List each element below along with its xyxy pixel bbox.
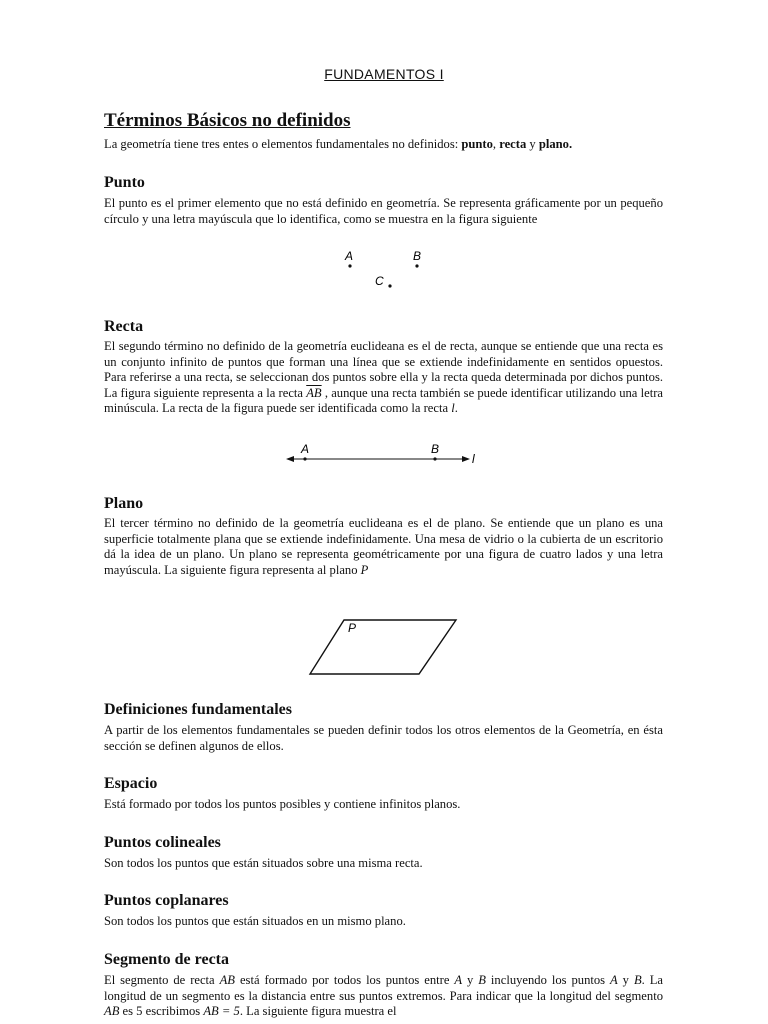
paragraph-colineales: Son todos los puntos que están situados sobre una misma recta. [104, 856, 423, 870]
heading-segmento: Segmento de recta [104, 951, 229, 968]
heading-terminos-basicos: Términos Básicos no definidos [104, 110, 351, 131]
paragraph-punto: El punto es el primer elemento que no está definido en geometría. Se representa gráficamente por un pequeño círculo y una letra mayúscula que lo identifica, como se muestra en la figura siguiente [104, 196, 663, 226]
figure-puntos [330, 248, 440, 292]
point-label-b: B [413, 249, 422, 263]
point-label-c: C [375, 274, 384, 288]
heading-recta: Recta [104, 318, 144, 335]
heading-colineales: Puntos colineales [104, 834, 221, 851]
point-c-dot [388, 284, 391, 287]
paragraph-plano: El tercer término no definido de la geometría euclideana es el de plano. Se entiende que un plano es una superficie totalmente plana que se extiende indefinidamente. Una mesa de vidrio o la cubierta de un escritorio dá la idea de un plano. Un plano se representa geométricamente por una figura de cuatro lados y una letra mayúscula. La siguiente figura representa al plano P [104, 516, 663, 577]
paragraph-coplanares: Son todos los puntos que están situados en un mismo plano. [104, 914, 406, 928]
line-label-l: l [472, 452, 475, 466]
paragraph-segmento: El segmento de recta AB está formado por todos los puntos entre A y B incluyendo los puntos A y B. La longitud de un segmento es la distancia entre sus puntos extremos. Para indicar que la longitud del segmento AB es 5 escribimos AB = 5. La siguiente figura muestra el [104, 973, 664, 1019]
heading-punto: Punto [104, 174, 145, 191]
line-label-a: A [301, 442, 310, 456]
line-notation-ab: $\overline{AB}$ [306, 385, 322, 400]
figure-recta [284, 440, 484, 468]
arrow-right-icon [462, 456, 470, 462]
paragraph-definiciones: A partir de los elementos fundamentales se pueden definir todos los otros elementos de la Geometría, en ésta sección se definen algunos de ellos. [104, 723, 663, 753]
point-label-a: A [345, 249, 354, 263]
paragraph-recta: El segundo término no definido de la geometría euclideana es el de recta, aunque se entiende que una recta es un conjunto infinito de puntos que forman una línea que se extiende indefinidamente en sentidos opuestos. Para referirse a una recta, se seleccionan dos puntos sobre ella y la recta queda determinada por dichos puntos. La figura siguiente representa a la recta $\overline{AB}$ , aunque una recta también se puede identificar utilizando una letra minúscula. La recta de la figura puede ser identificada como la recta l. [104, 339, 663, 416]
line-point-a [303, 457, 306, 460]
plane-label-p: P [348, 621, 357, 635]
heading-plano: Plano [104, 495, 144, 512]
heading-espacio: Espacio [104, 775, 158, 792]
plane-parallelogram [310, 620, 456, 674]
figure-plano [306, 616, 462, 678]
arrow-left-icon [286, 456, 294, 462]
point-b-dot [415, 264, 418, 267]
line-point-b [433, 457, 436, 460]
point-a-dot [348, 264, 351, 267]
paragraph-terminos-intro: La geometría tiene tres entes o elementos fundamentales no definidos: punto, recta y plano. [104, 137, 573, 151]
paragraph-espacio: Está formado por todos los puntos posibles y contiene infinitos planos. [104, 797, 461, 811]
line-label-b: B [431, 442, 440, 456]
heading-definiciones: Definiciones fundamentales [104, 701, 292, 718]
heading-coplanares: Puntos coplanares [104, 892, 229, 909]
document-title: FUNDAMENTOS I [324, 66, 444, 82]
